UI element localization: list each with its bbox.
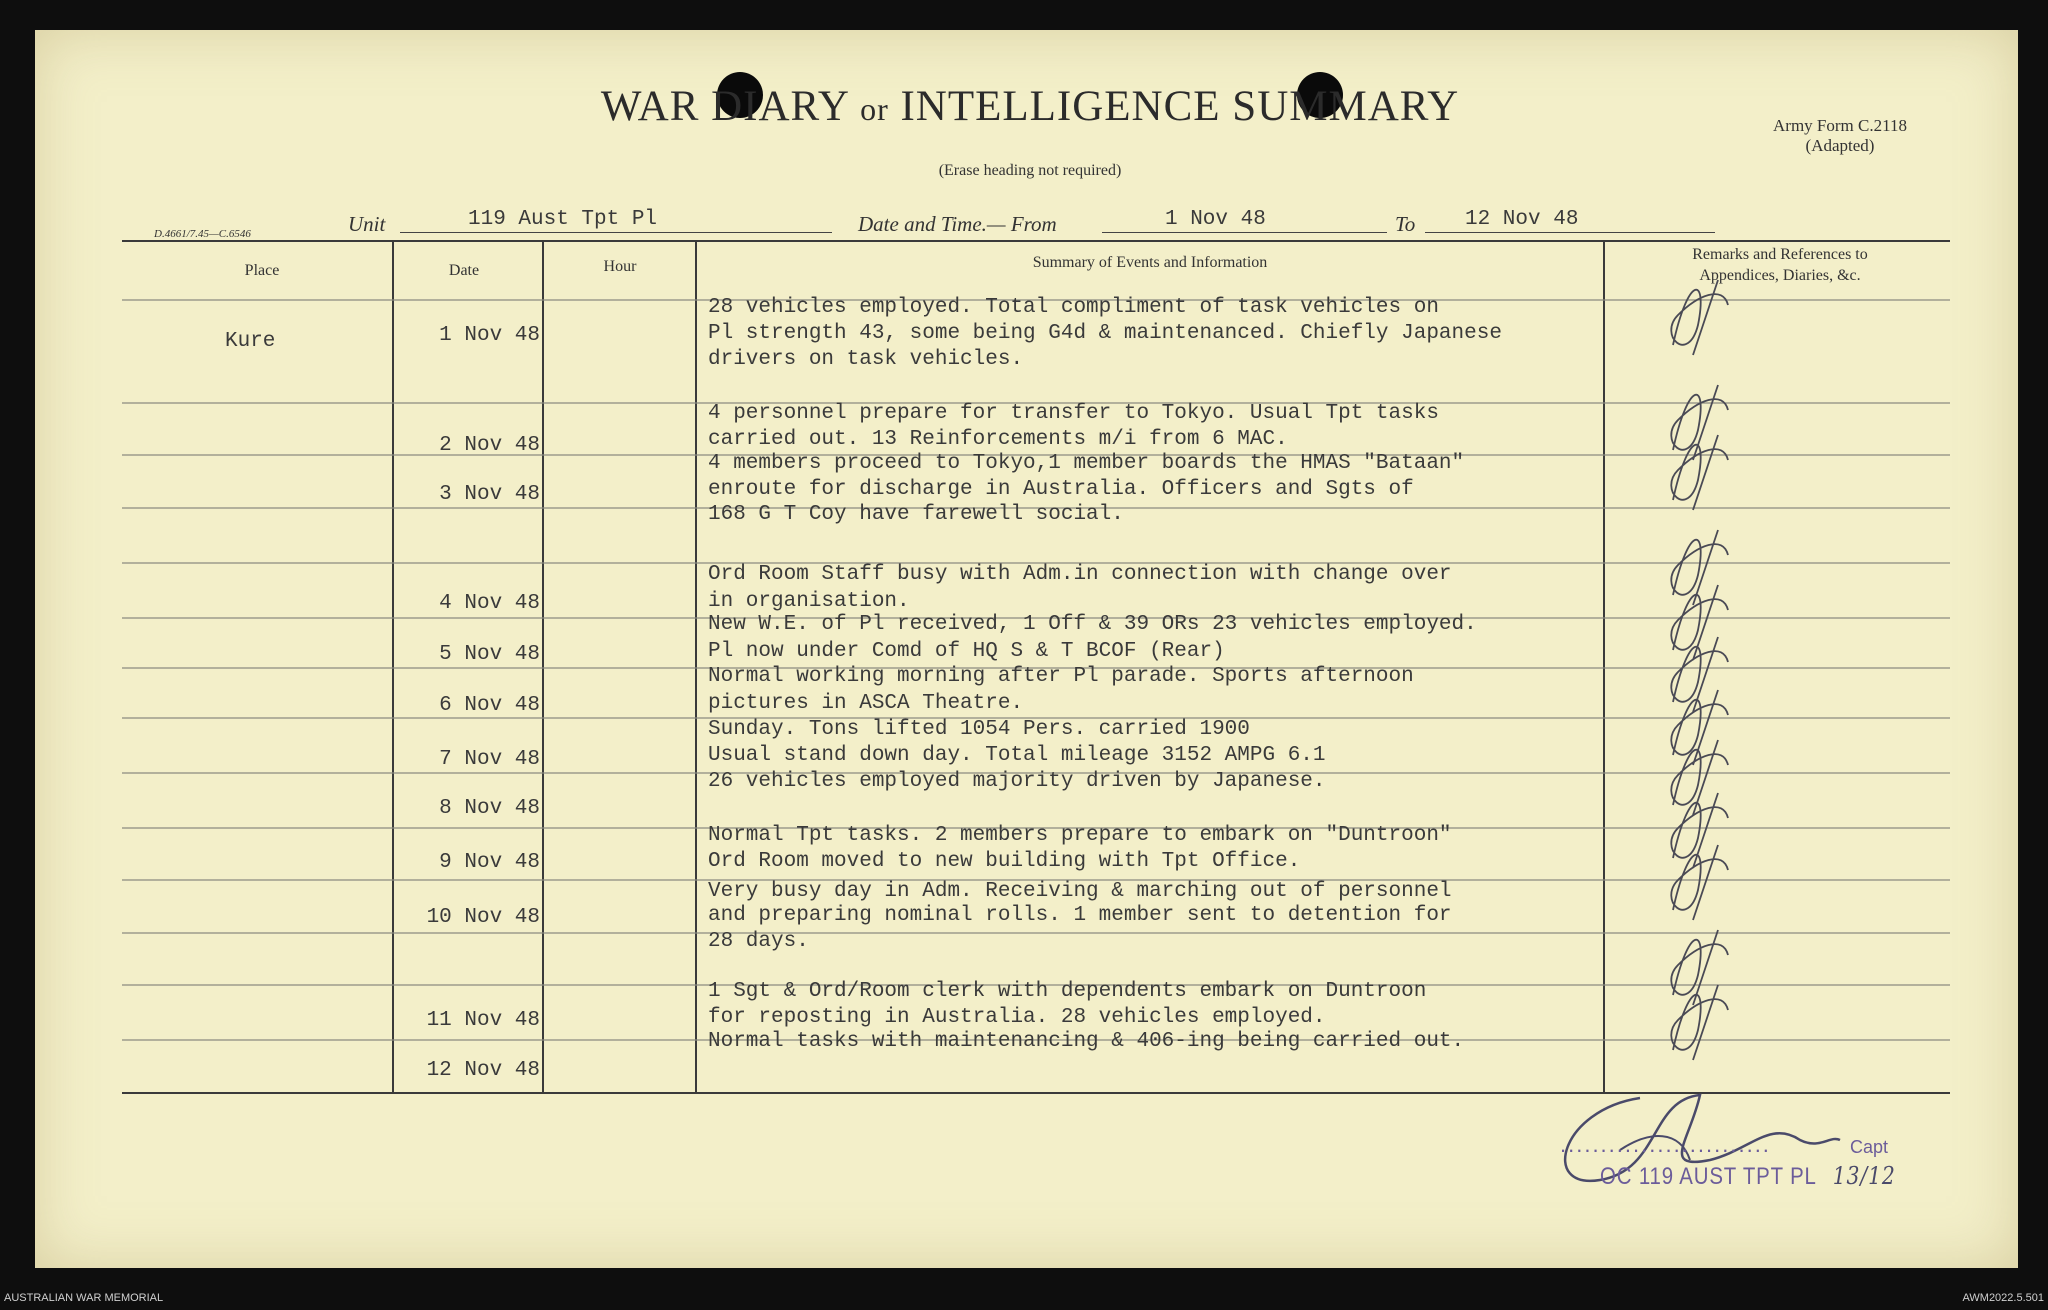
summary-line: 168 G T Coy have farewell social. xyxy=(708,503,1124,526)
date-to-value: 12 Nov 48 xyxy=(1465,208,1579,231)
summary-line: 26 vehicles employed majority driven by Japanese. xyxy=(708,770,1326,793)
to-label: To xyxy=(1395,212,1416,236)
summary-line: 4 members proceed to Tokyo,1 member boards the HMAS "Bataan" xyxy=(708,452,1465,475)
column-header-place: Place xyxy=(244,262,280,279)
title-part1: WAR DIARY xyxy=(600,83,849,130)
remarks-header-line2: Appendices, Diaries, &c. xyxy=(1699,267,1861,284)
unit-stamp xyxy=(1600,1162,1896,1191)
unit-label: Unit xyxy=(348,212,386,236)
title-part2: INTELLIGENCE SUMMARY xyxy=(900,83,1460,130)
date-cell: 2 Nov 48 xyxy=(439,434,540,457)
footer-left: AUSTRALIAN WAR MEMORIAL xyxy=(4,1292,164,1304)
summary-line: Normal working morning after Pl parade. Sports afternoon xyxy=(708,665,1414,688)
summary-line: drivers on task vehicles. xyxy=(708,348,1024,371)
summary-line: and preparing nominal rolls. 1 member sent to detention for xyxy=(708,904,1452,927)
date-time-label: Date and Time.— From xyxy=(858,212,1057,236)
signature-rank: Capt xyxy=(1850,1137,1889,1157)
summary-line: Usual stand down day. Total mileage 3152 AMPG 6.1 xyxy=(708,744,1326,767)
date-cell: 6 Nov 48 xyxy=(439,694,540,717)
column-header-hour: Hour xyxy=(603,258,637,275)
summary-line: Normal Tpt tasks. 2 members prepare to embark on "Duntroon" xyxy=(708,824,1452,847)
unit-value: 119 Aust Tpt Pl xyxy=(468,208,658,231)
form-adapted: (Adapted) xyxy=(1805,136,1875,155)
signature-dots: .......................... xyxy=(1560,1132,1771,1157)
summary-line: Normal tasks with maintenancing & 406-ing being carried out. xyxy=(708,1030,1465,1053)
date-cell: 9 Nov 48 xyxy=(439,851,540,874)
date-cell: 1 Nov 48 xyxy=(439,324,540,347)
remarks-header-line1: Remarks and References to xyxy=(1692,246,1868,263)
summary-line: Sunday. Tons lifted 1054 Pers. carried 1900 xyxy=(708,718,1250,741)
date-cell: 10 Nov 48 xyxy=(426,906,540,929)
summary-line: 1 Sgt & Ord/Room clerk with dependents embark on Duntroon xyxy=(708,980,1427,1003)
date-cell: 7 Nov 48 xyxy=(439,748,540,771)
date-cell: 4 Nov 48 xyxy=(439,592,540,615)
print-reference: D.4661/7.45—C.6546 xyxy=(154,228,251,240)
title-or: or xyxy=(860,91,889,127)
column-header-summary: Summary of Events and Information xyxy=(1032,254,1268,271)
summary-line: 28 vehicles employed. Total compliment of task vehicles on xyxy=(708,296,1439,319)
date-from-value: 1 Nov 48 xyxy=(1165,208,1266,231)
column-header-date: Date xyxy=(448,262,480,279)
form-number: Army Form C.2118 xyxy=(1773,116,1907,135)
place-value: Kure xyxy=(225,330,276,353)
summary-line: Ord Room Staff busy with Adm.in connection with change over xyxy=(708,563,1452,586)
summary-line: New W.E. of Pl received, 1 Off & 39 ORs 23 vehicles employed. xyxy=(708,613,1477,636)
subtitle: (Erase heading not required) xyxy=(938,162,1122,179)
summary-line: in organisation. xyxy=(708,590,910,613)
summary-line: 28 days. xyxy=(708,930,809,953)
date-cell: 5 Nov 48 xyxy=(439,643,540,666)
date-cell: 12 Nov 48 xyxy=(426,1059,540,1082)
summary-line: pictures in ASCA Theatre. xyxy=(708,692,1024,715)
summary-line: Ord Room moved to new building with Tpt Office. xyxy=(708,850,1301,873)
summary-line: 4 personnel prepare for transfer to Tokyo. Usual Tpt tasks xyxy=(708,402,1439,425)
unit-stamp-text: OC 119 AUST TPT PL xyxy=(1600,1163,1816,1190)
stamp-date: 13/12 xyxy=(1832,1162,1896,1190)
date-cell: 3 Nov 48 xyxy=(439,483,540,506)
summary-line: for reposting in Australia. 28 vehicles employed. xyxy=(708,1006,1326,1029)
summary-line: enroute for discharge in Australia. Officers and Sgts of xyxy=(708,478,1414,501)
footer-right: AWM2022.5.501 xyxy=(1962,1292,2044,1304)
date-cell: 11 Nov 48 xyxy=(426,1009,540,1032)
summary-line: carried out. 13 Reinforcements m/i from 6 MAC. xyxy=(708,428,1288,451)
summary-line: Very busy day in Adm. Receiving & marching out of personnel xyxy=(708,880,1452,903)
summary-line: Pl now under Comd of HQ S & T BCOF (Rear) xyxy=(708,640,1225,663)
date-cell: 8 Nov 48 xyxy=(439,797,540,820)
summary-line: Pl strength 43, some being G4d & maintenanced. Chiefly Japanese xyxy=(708,322,1502,345)
